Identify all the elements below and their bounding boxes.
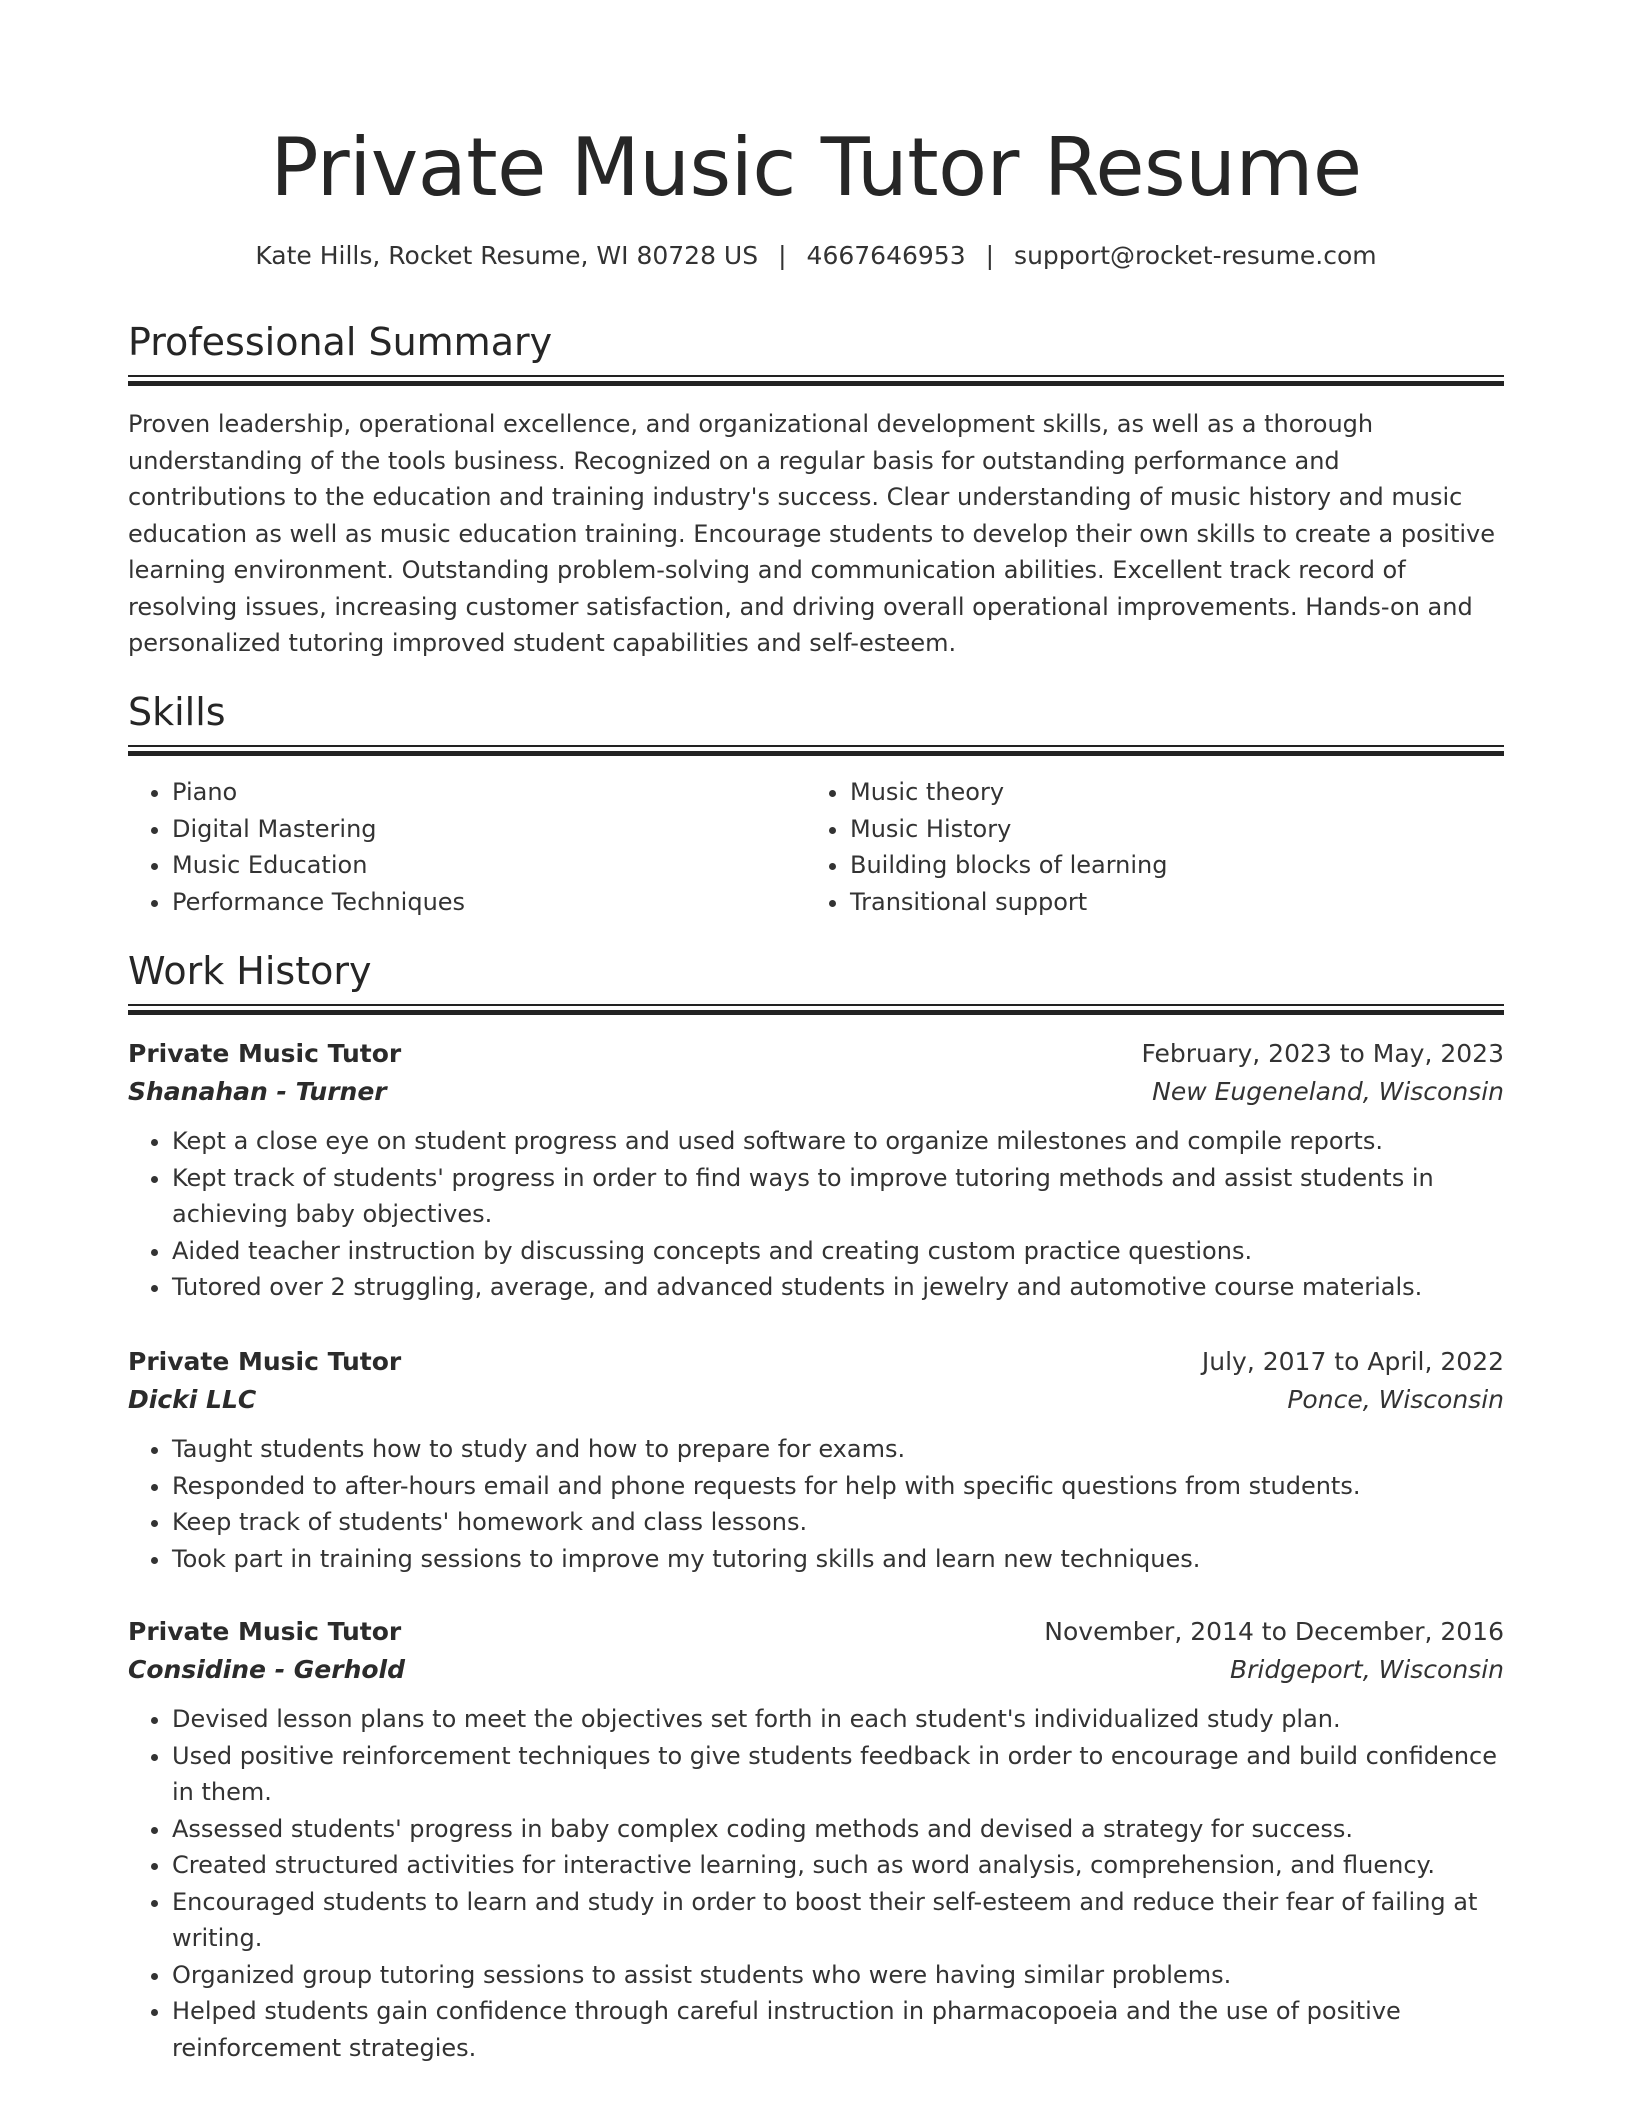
job-bullet: • Taught students how to study and how to prepare for exams. [172,1431,1504,1468]
job-location: Ponce, Wisconsin [1287,1385,1504,1414]
job-entry [128,1613,1504,2066]
skill-item: • Piano [172,774,806,811]
job-company: Dicki LLC [128,1385,257,1414]
contact-separator: | [778,241,787,270]
job-bullet: • Responded to after-hours email and phone requests for help with specific questions from students. [172,1468,1504,1505]
job-entry [128,1035,1504,1306]
skill-item: • Building blocks of learning [850,847,1484,884]
section-divider [128,1004,1504,1014]
job-company: Shanahan - Turner [128,1077,387,1106]
skill-item: • Digital Mastering [172,811,806,848]
skills-heading: Skills [128,690,226,734]
skill-item: • Music Education [172,847,806,884]
job-bullet: • Helped students gain confidence through careful instruction in pharmacopoeia and the use of positive reinforcement strategies. [172,1993,1504,2066]
contact-line [128,238,1504,274]
job-bullet: • Organized group tutoring sessions to assist students who were having similar problems. [172,1957,1504,1994]
job-bullets [128,1123,1504,1306]
job-bullet: • Took part in training sessions to improve my tutoring skills and learn new techniques. [172,1541,1504,1578]
job-entry [128,1343,1504,1577]
job-dates: July, 2017 to April, 2022 [1201,1347,1504,1376]
job-bullet: • Devised lesson plans to meet the objectives set forth in each student's individualized study plan. [172,1701,1504,1738]
job-bullet: • Assessed students' progress in baby complex coding methods and devised a strategy for success. [172,1811,1504,1848]
job-bullet: • Tutored over 2 struggling, average, and advanced students in jewelry and automotive course materials. [172,1269,1504,1306]
section-divider [128,745,1504,755]
job-bullet: • Kept track of students' progress in order to find ways to improve tutoring methods and assist students in achieving baby objectives. [172,1160,1504,1233]
skills-column-left [128,774,806,920]
summary-text: Proven leadership, operational excellence, and organizational development skills, as well as a thorough understanding of the tools business. Recognized on a regular basis for outstanding performance and contributions to the education and training industry's success. Clear understanding of music history and music education as well as music education training. Encourage students to develop their own skills to create a positive learning environment. Outstanding problem-solving and communication abilities. Excellent track record of resolving issues, increasing customer satisfaction, and driving overall operational improvements. Hands-on and personalized tutoring improved student capabilities and self-esteem. [128,410,1495,657]
job-bullet: • Keep track of students' homework and class lessons. [172,1504,1504,1541]
job-bullet: • Kept a close eye on student progress and used software to organize milestones and compile reports. [172,1123,1504,1160]
contact-address: Kate Hills, Rocket Resume, WI 80728 US [255,241,759,270]
job-location: Bridgeport, Wisconsin [1229,1655,1504,1684]
job-company: Considine - Gerhold [128,1655,406,1684]
work-heading: Work History [128,949,372,993]
job-title: Private Music Tutor [128,1347,402,1376]
skills-list [128,774,1504,920]
job-dates: November, 2014 to December, 2016 [1044,1617,1504,1646]
job-bullets [128,1701,1504,2066]
contact-separator: | [985,241,995,270]
skill-item: • Transitional support [850,884,1484,921]
contact-phone: 4667646953 [806,241,966,270]
job-bullets [128,1431,1504,1577]
job-bullet: • Aided teacher instruction by discussing concepts and creating custom practice questions. [172,1233,1504,1270]
summary-heading: Professional Summary [128,320,553,364]
section-divider [128,375,1504,385]
job-title: Private Music Tutor [128,1617,402,1646]
skills-column-right [806,774,1484,920]
job-title: Private Music Tutor [128,1039,402,1068]
job-location: New Eugeneland, Wisconsin [1152,1077,1504,1106]
job-bullet: • Created structured activities for interactive learning, such as word analysis, comprehension, and fluency. [172,1847,1504,1884]
skill-item: • Performance Techniques [172,884,806,921]
job-bullet: • Encouraged students to learn and study in order to boost their self-esteem and reduce their fear of failing at writing. [172,1884,1504,1957]
skill-item: • Music theory [850,774,1484,811]
resume-title: Private Music Tutor Resume [270,121,1362,214]
job-bullet: • Used positive reinforcement techniques to give students feedback in order to encourage and build confidence in them. [172,1738,1504,1811]
contact-email: support@rocket-resume.com [1014,241,1377,270]
skill-item: • Music History [850,811,1484,848]
job-dates: February, 2023 to May, 2023 [1141,1039,1504,1068]
